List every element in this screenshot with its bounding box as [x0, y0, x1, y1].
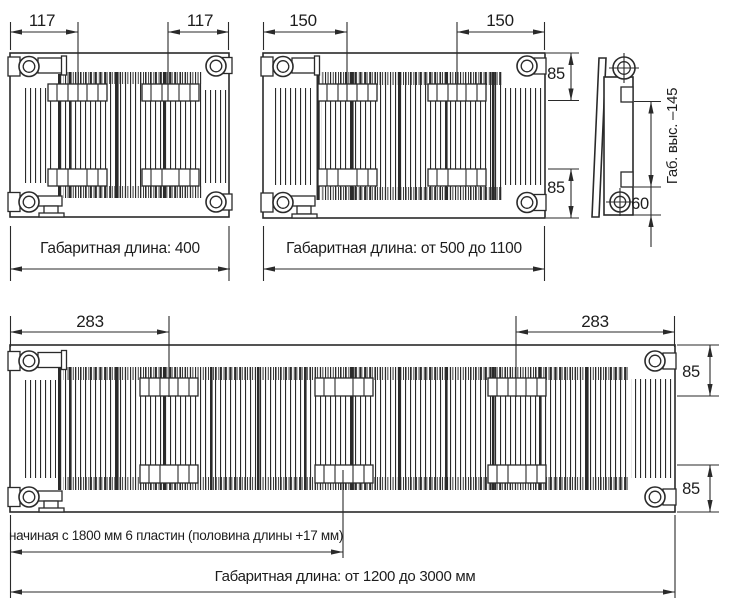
- length-label-medium: Габаритная длина: от 500 до 1100: [286, 240, 522, 257]
- dim-label-117-left: 117: [28, 11, 56, 30]
- mounting-bracket: [488, 465, 546, 483]
- mounting-bracket: [315, 465, 373, 483]
- length-label-small: Габаритная длина: 400: [40, 240, 200, 257]
- mounting-bracket: [140, 465, 198, 483]
- dim-label-85-top: 85: [547, 65, 565, 83]
- dimension-medium-length: [263, 226, 545, 281]
- dim-label-85-bottom: 85: [682, 480, 700, 498]
- radiator-side-view: [592, 53, 639, 217]
- dim-label-150-right: 150: [486, 11, 514, 30]
- dimension-large-85-bottom: [677, 465, 719, 512]
- mounting-bracket: [488, 378, 546, 396]
- dimension-medium-85-bottom: [546, 169, 579, 218]
- dimension-medium-85-top: [546, 53, 579, 101]
- length-label-large: Габаритная длина: от 1200 до 3000 мм: [214, 568, 476, 585]
- dim-label-85-bottom: 85: [547, 179, 565, 197]
- dim-label-60: 60: [631, 195, 649, 213]
- fin-separator: [58, 368, 61, 490]
- plates-note-label: начиная с 1800 мм 6 пластин (половина длины +17 мм): [8, 528, 344, 543]
- radiator-small-front-view: [8, 53, 232, 217]
- dimension-small-length: [10, 226, 230, 281]
- fin-group-right: [505, 88, 542, 185]
- dim-label-283-right: 283: [581, 312, 609, 331]
- dimension-large-85-top: [677, 345, 719, 396]
- dim-label-85-top: 85: [682, 363, 700, 381]
- mounting-bracket: [142, 169, 199, 186]
- dim-label-283-left: 283: [76, 312, 104, 331]
- pipe-connection-bottom-right: [206, 192, 232, 212]
- mounting-bracket: [142, 84, 199, 101]
- pipe-connection-bottom-right: [645, 487, 676, 507]
- pipe-connection-bottom-right: [517, 193, 546, 213]
- fin-group-left: [275, 88, 311, 185]
- fin-group-right: [205, 90, 227, 183]
- radiator-large-front-view: [8, 345, 676, 512]
- height-label-side: Габ. выс. –145: [664, 87, 681, 185]
- fin-group-left: [22, 380, 56, 478]
- pipe-connection-top-right: [645, 351, 676, 371]
- mounting-tab: [621, 172, 633, 187]
- dimension-side-height: [631, 88, 681, 247]
- pipe-connection-top-right: [206, 56, 232, 76]
- dim-label-117-right: 117: [186, 11, 214, 30]
- pipe-connection-top-left: [261, 56, 320, 77]
- radiator-medium-front-view: [261, 53, 546, 218]
- mounting-bracket: [315, 378, 373, 396]
- mounting-bracket: [318, 169, 377, 186]
- mounting-tab: [621, 87, 633, 102]
- mounting-bracket: [428, 169, 486, 186]
- dim-label-150-left: 150: [289, 11, 317, 30]
- pipe-connection-top-right: [517, 56, 546, 76]
- mounting-bracket: [48, 169, 107, 186]
- fin-group-right: [631, 379, 673, 478]
